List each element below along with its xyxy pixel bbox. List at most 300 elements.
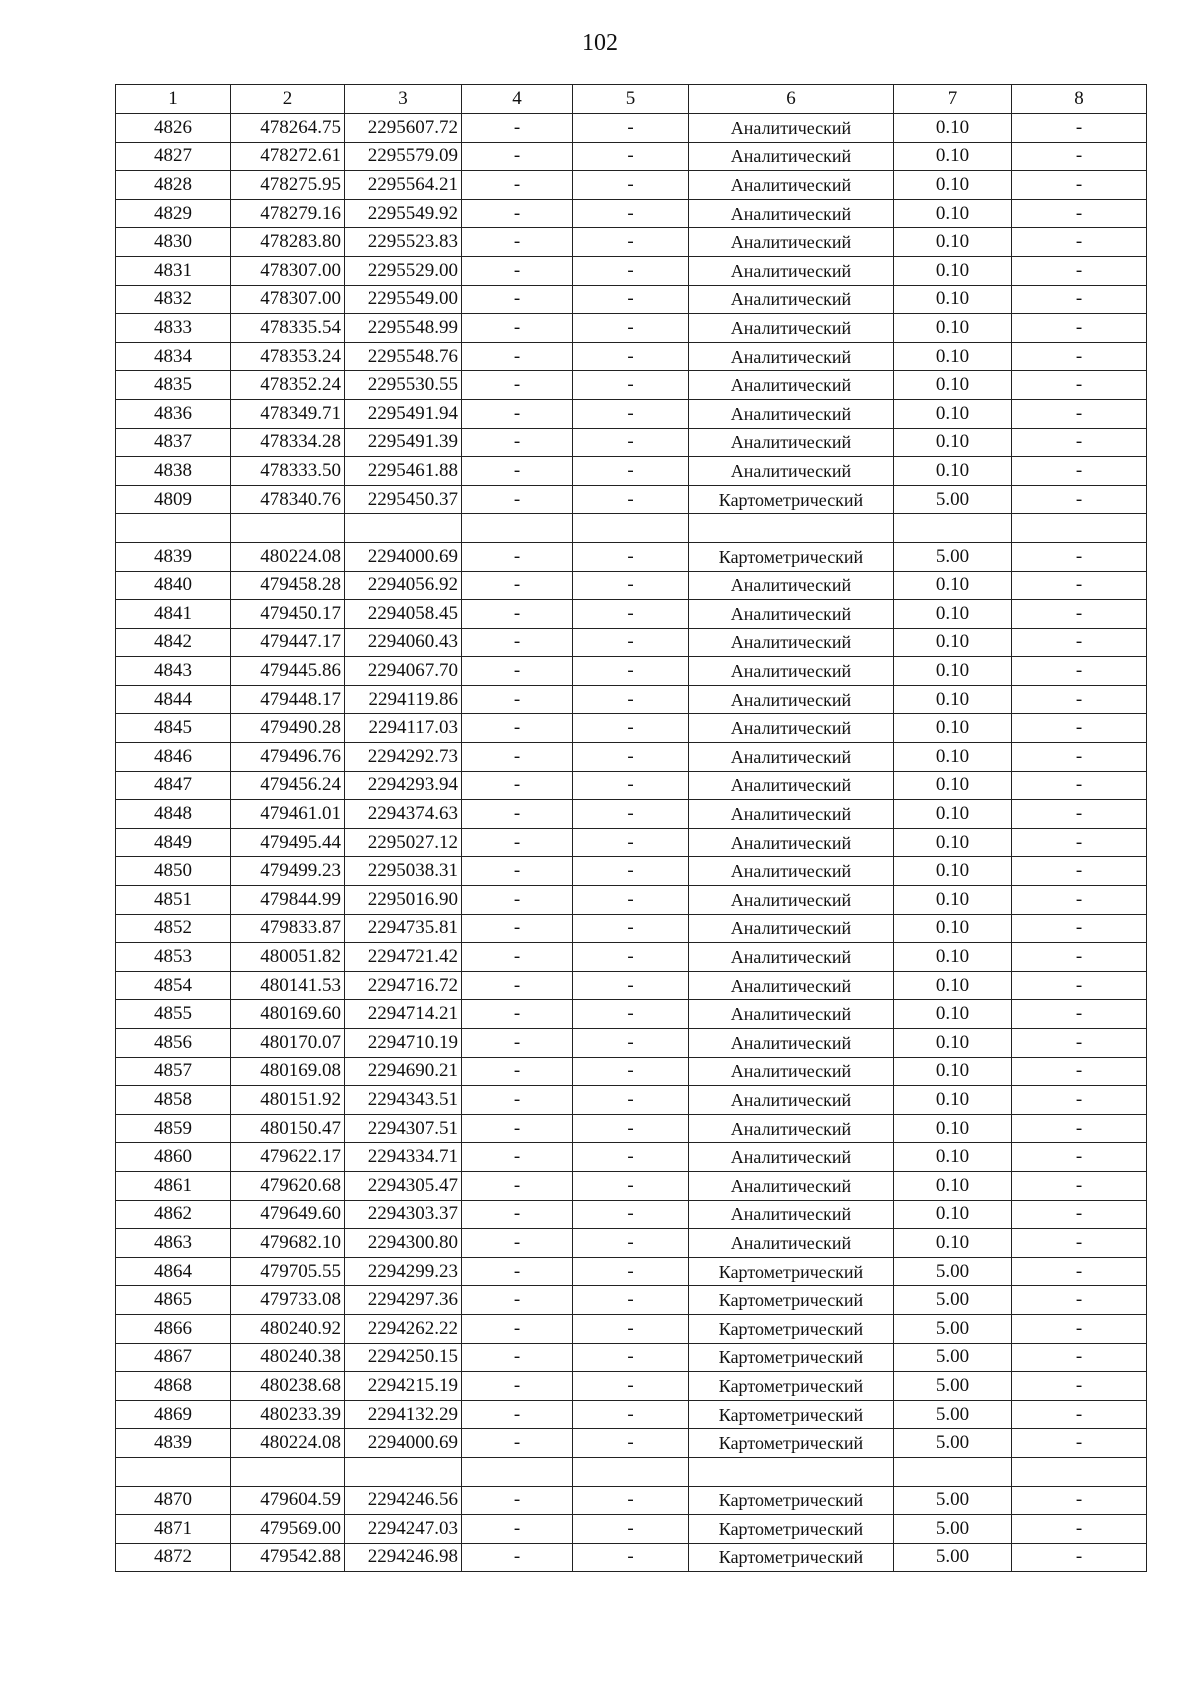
accuracy-cell: 0.10: [894, 171, 1012, 200]
col4-value-cell: -: [462, 657, 573, 686]
column-header-8: 8: [1012, 85, 1147, 114]
method-cell: Картометрический: [689, 485, 894, 514]
method-cell: Аналитический: [689, 1143, 894, 1172]
accuracy-cell: 0.10: [894, 1143, 1012, 1172]
y-coordinate-cell: 2295523.83: [345, 228, 462, 257]
col4-value-cell: -: [462, 314, 573, 343]
accuracy-cell: 0.10: [894, 199, 1012, 228]
col5-value-cell: -: [573, 1143, 689, 1172]
method-cell: Аналитический: [689, 314, 894, 343]
col5-value-cell: -: [573, 1200, 689, 1229]
method-cell: Аналитический: [689, 714, 894, 743]
accuracy-cell: 0.10: [894, 1171, 1012, 1200]
x-coordinate-cell: 480233.39: [231, 1400, 345, 1429]
y-coordinate-cell: 2294300.80: [345, 1229, 462, 1258]
table-row: [116, 399, 1147, 428]
col8-value-cell: -: [1012, 1143, 1147, 1172]
point-number-cell: 4846: [116, 743, 231, 772]
col8-value-cell: -: [1012, 943, 1147, 972]
x-coordinate-cell: 479461.01: [231, 800, 345, 829]
col8-value-cell: -: [1012, 914, 1147, 943]
point-number-cell: [116, 514, 231, 543]
col8-value-cell: -: [1012, 228, 1147, 257]
x-coordinate-cell: 479833.87: [231, 914, 345, 943]
x-coordinate-cell: 480151.92: [231, 1086, 345, 1115]
col8-value-cell: -: [1012, 1257, 1147, 1286]
table-row: [116, 1229, 1147, 1258]
table-row: [116, 743, 1147, 772]
point-number-cell: 4855: [116, 1000, 231, 1029]
separator-row: [116, 514, 1147, 543]
table-row: [116, 685, 1147, 714]
method-cell: Картометрический: [689, 1400, 894, 1429]
x-coordinate-cell: 478333.50: [231, 457, 345, 486]
y-coordinate-cell: 2294303.37: [345, 1200, 462, 1229]
method-cell: Аналитический: [689, 1086, 894, 1115]
y-coordinate-cell: 2294714.21: [345, 1000, 462, 1029]
col5-value-cell: -: [573, 1400, 689, 1429]
x-coordinate-cell: 479495.44: [231, 828, 345, 857]
accuracy-cell: 0.10: [894, 743, 1012, 772]
col4-value-cell: -: [462, 1429, 573, 1458]
accuracy-cell: 0.10: [894, 114, 1012, 143]
col8-value-cell: -: [1012, 428, 1147, 457]
method-cell: Аналитический: [689, 571, 894, 600]
col5-value-cell: -: [573, 371, 689, 400]
col5-value-cell: -: [573, 771, 689, 800]
col4-value-cell: -: [462, 1029, 573, 1058]
col8-value-cell: -: [1012, 1343, 1147, 1372]
point-number-cell: 4828: [116, 171, 231, 200]
method-cell: Картометрический: [689, 1314, 894, 1343]
table-row: [116, 628, 1147, 657]
col5-value-cell: -: [573, 1372, 689, 1401]
method-cell: Аналитический: [689, 1000, 894, 1029]
table-row: [116, 256, 1147, 285]
col5-value-cell: -: [573, 628, 689, 657]
y-coordinate-cell: 2295579.09: [345, 142, 462, 171]
separator-row: [116, 1457, 1147, 1486]
col5-value-cell: -: [573, 1543, 689, 1572]
method-cell: Аналитический: [689, 1057, 894, 1086]
y-coordinate-cell: 2295607.72: [345, 114, 462, 143]
col8-value-cell: -: [1012, 171, 1147, 200]
coordinates-table: [115, 84, 1147, 1572]
accuracy-cell: 5.00: [894, 1400, 1012, 1429]
accuracy-cell: 0.10: [894, 628, 1012, 657]
col4-value-cell: -: [462, 1343, 573, 1372]
x-coordinate-cell: 479447.17: [231, 628, 345, 657]
accuracy-cell: 0.10: [894, 571, 1012, 600]
x-coordinate-cell: 479456.24: [231, 771, 345, 800]
method-cell: Аналитический: [689, 1114, 894, 1143]
table-row: [116, 1029, 1147, 1058]
y-coordinate-cell: 2295038.31: [345, 857, 462, 886]
col5-value-cell: -: [573, 1486, 689, 1515]
accuracy-cell: 5.00: [894, 1515, 1012, 1544]
col5-value-cell: -: [573, 428, 689, 457]
accuracy-cell: 5.00: [894, 1257, 1012, 1286]
method-cell: Аналитический: [689, 628, 894, 657]
method-cell: Аналитический: [689, 1200, 894, 1229]
method-cell: Аналитический: [689, 943, 894, 972]
method-cell: Аналитический: [689, 1171, 894, 1200]
col8-value-cell: -: [1012, 685, 1147, 714]
accuracy-cell: 5.00: [894, 1486, 1012, 1515]
col4-value-cell: -: [462, 1086, 573, 1115]
accuracy-cell: 0.10: [894, 886, 1012, 915]
table-row: [116, 1086, 1147, 1115]
table-row: [116, 199, 1147, 228]
x-coordinate-cell: 480150.47: [231, 1114, 345, 1143]
col8-value-cell: -: [1012, 1400, 1147, 1429]
col5-value-cell: -: [573, 571, 689, 600]
table-row: [116, 1257, 1147, 1286]
col5-value-cell: -: [573, 199, 689, 228]
x-coordinate-cell: 479445.86: [231, 657, 345, 686]
col8-value-cell: -: [1012, 1486, 1147, 1515]
point-number-cell: 4840: [116, 571, 231, 600]
col8-value-cell: -: [1012, 1286, 1147, 1315]
point-number-cell: 4857: [116, 1057, 231, 1086]
col8-value-cell: -: [1012, 399, 1147, 428]
point-number-cell: 4842: [116, 628, 231, 657]
col5-value-cell: -: [573, 485, 689, 514]
y-coordinate-cell: 2294247.03: [345, 1515, 462, 1544]
method-cell: Аналитический: [689, 800, 894, 829]
method-cell: Аналитический: [689, 657, 894, 686]
y-coordinate-cell: 2294058.45: [345, 600, 462, 629]
col5-value-cell: -: [573, 457, 689, 486]
table-row: [116, 771, 1147, 800]
point-number-cell: 4861: [116, 1171, 231, 1200]
col8-value-cell: -: [1012, 1229, 1147, 1258]
table-row: [116, 114, 1147, 143]
col8-value-cell: -: [1012, 371, 1147, 400]
y-coordinate-cell: 2294292.73: [345, 743, 462, 772]
method-cell: [689, 1457, 894, 1486]
y-coordinate-cell: [345, 514, 462, 543]
x-coordinate-cell: 479490.28: [231, 714, 345, 743]
col8-value-cell: -: [1012, 1314, 1147, 1343]
y-coordinate-cell: 2295461.88: [345, 457, 462, 486]
point-number-cell: 4865: [116, 1286, 231, 1315]
x-coordinate-cell: 479499.23: [231, 857, 345, 886]
col5-value-cell: -: [573, 228, 689, 257]
col4-value-cell: [462, 514, 573, 543]
accuracy-cell: 0.10: [894, 857, 1012, 886]
x-coordinate-cell: 478279.16: [231, 199, 345, 228]
y-coordinate-cell: 2294690.21: [345, 1057, 462, 1086]
y-coordinate-cell: 2295549.00: [345, 285, 462, 314]
col4-value-cell: -: [462, 628, 573, 657]
x-coordinate-cell: 479733.08: [231, 1286, 345, 1315]
col5-value-cell: -: [573, 1314, 689, 1343]
point-number-cell: 4839: [116, 542, 231, 571]
method-cell: Аналитический: [689, 600, 894, 629]
col8-value-cell: -: [1012, 714, 1147, 743]
table-row: [116, 428, 1147, 457]
accuracy-cell: 0.10: [894, 714, 1012, 743]
method-cell: Аналитический: [689, 114, 894, 143]
y-coordinate-cell: 2295549.92: [345, 199, 462, 228]
accuracy-cell: 5.00: [894, 1429, 1012, 1458]
col8-value-cell: -: [1012, 743, 1147, 772]
table-row: [116, 600, 1147, 629]
col4-value-cell: -: [462, 114, 573, 143]
col8-value-cell: -: [1012, 571, 1147, 600]
col8-value-cell: -: [1012, 657, 1147, 686]
method-cell: Картометрический: [689, 1515, 894, 1544]
point-number-cell: 4863: [116, 1229, 231, 1258]
method-cell: Аналитический: [689, 399, 894, 428]
col5-value-cell: -: [573, 1171, 689, 1200]
accuracy-cell: 5.00: [894, 485, 1012, 514]
point-number-cell: 4860: [116, 1143, 231, 1172]
point-number-cell: 4872: [116, 1543, 231, 1572]
col5-value-cell: [573, 514, 689, 543]
y-coordinate-cell: 2294334.71: [345, 1143, 462, 1172]
col5-value-cell: -: [573, 943, 689, 972]
col4-value-cell: -: [462, 743, 573, 772]
point-number-cell: 4836: [116, 399, 231, 428]
x-coordinate-cell: 478352.24: [231, 371, 345, 400]
point-number-cell: 4853: [116, 943, 231, 972]
col5-value-cell: -: [573, 714, 689, 743]
point-number-cell: 4835: [116, 371, 231, 400]
col5-value-cell: -: [573, 1229, 689, 1258]
accuracy-cell: 0.10: [894, 342, 1012, 371]
x-coordinate-cell: 480224.08: [231, 1429, 345, 1458]
table-row: [116, 1114, 1147, 1143]
x-coordinate-cell: 478334.28: [231, 428, 345, 457]
point-number-cell: 4856: [116, 1029, 231, 1058]
col5-value-cell: -: [573, 685, 689, 714]
accuracy-cell: 0.10: [894, 256, 1012, 285]
col8-value-cell: -: [1012, 314, 1147, 343]
x-coordinate-cell: 480169.08: [231, 1057, 345, 1086]
y-coordinate-cell: 2294721.42: [345, 943, 462, 972]
col8-value-cell: -: [1012, 1057, 1147, 1086]
table-row: [116, 714, 1147, 743]
accuracy-cell: 5.00: [894, 1343, 1012, 1372]
point-number-cell: 4829: [116, 199, 231, 228]
table-row: [116, 1314, 1147, 1343]
col5-value-cell: -: [573, 1515, 689, 1544]
x-coordinate-cell: 478335.54: [231, 314, 345, 343]
point-number-cell: 4837: [116, 428, 231, 457]
method-cell: Аналитический: [689, 886, 894, 915]
point-number-cell: 4833: [116, 314, 231, 343]
x-coordinate-cell: [231, 514, 345, 543]
method-cell: Аналитический: [689, 971, 894, 1000]
point-number-cell: 4827: [116, 142, 231, 171]
col4-value-cell: -: [462, 1543, 573, 1572]
accuracy-cell: 0.10: [894, 314, 1012, 343]
method-cell: Аналитический: [689, 857, 894, 886]
col4-value-cell: -: [462, 399, 573, 428]
accuracy-cell: 0.10: [894, 285, 1012, 314]
x-coordinate-cell: 479622.17: [231, 1143, 345, 1172]
accuracy-cell: 0.10: [894, 800, 1012, 829]
col4-value-cell: -: [462, 1000, 573, 1029]
x-coordinate-cell: 480169.60: [231, 1000, 345, 1029]
method-cell: Картометрический: [689, 1429, 894, 1458]
col5-value-cell: -: [573, 1029, 689, 1058]
y-coordinate-cell: 2294735.81: [345, 914, 462, 943]
col8-value-cell: -: [1012, 1200, 1147, 1229]
col4-value-cell: -: [462, 1286, 573, 1315]
x-coordinate-cell: 479458.28: [231, 571, 345, 600]
method-cell: Аналитический: [689, 685, 894, 714]
method-cell: Аналитический: [689, 171, 894, 200]
y-coordinate-cell: 2295529.00: [345, 256, 462, 285]
col4-value-cell: -: [462, 800, 573, 829]
col5-value-cell: -: [573, 314, 689, 343]
point-number-cell: 4852: [116, 914, 231, 943]
y-coordinate-cell: 2294293.94: [345, 771, 462, 800]
x-coordinate-cell: 479705.55: [231, 1257, 345, 1286]
col5-value-cell: -: [573, 1000, 689, 1029]
col4-value-cell: -: [462, 1314, 573, 1343]
y-coordinate-cell: 2294060.43: [345, 628, 462, 657]
col8-value-cell: -: [1012, 1543, 1147, 1572]
col8-value-cell: -: [1012, 1515, 1147, 1544]
x-coordinate-cell: 480240.92: [231, 1314, 345, 1343]
method-cell: Аналитический: [689, 228, 894, 257]
method-cell: Аналитический: [689, 256, 894, 285]
col8-value-cell: -: [1012, 1086, 1147, 1115]
col8-value-cell: -: [1012, 457, 1147, 486]
col8-value-cell: -: [1012, 256, 1147, 285]
col5-value-cell: -: [573, 743, 689, 772]
table-row: [116, 542, 1147, 571]
table-row: [116, 1343, 1147, 1372]
x-coordinate-cell: 478283.80: [231, 228, 345, 257]
col4-value-cell: -: [462, 1171, 573, 1200]
col8-value-cell: -: [1012, 971, 1147, 1000]
table-row: [116, 886, 1147, 915]
accuracy-cell: 0.10: [894, 228, 1012, 257]
point-number-cell: 4849: [116, 828, 231, 857]
point-number-cell: 4841: [116, 600, 231, 629]
accuracy-cell: 0.10: [894, 943, 1012, 972]
accuracy-cell: 5.00: [894, 1543, 1012, 1572]
col4-value-cell: -: [462, 428, 573, 457]
table-row: [116, 228, 1147, 257]
method-cell: Картометрический: [689, 1543, 894, 1572]
table-row: [116, 657, 1147, 686]
col4-value-cell: -: [462, 228, 573, 257]
x-coordinate-cell: 480141.53: [231, 971, 345, 1000]
col8-value-cell: -: [1012, 828, 1147, 857]
table-row: [116, 1486, 1147, 1515]
col5-value-cell: -: [573, 800, 689, 829]
table-row: [116, 314, 1147, 343]
accuracy-cell: 0.10: [894, 371, 1012, 400]
table-row: [116, 971, 1147, 1000]
x-coordinate-cell: 478353.24: [231, 342, 345, 371]
method-cell: Аналитический: [689, 142, 894, 171]
point-number-cell: 4858: [116, 1086, 231, 1115]
point-number-cell: [116, 1457, 231, 1486]
x-coordinate-cell: 478307.00: [231, 256, 345, 285]
point-number-cell: 4854: [116, 971, 231, 1000]
col4-value-cell: -: [462, 485, 573, 514]
point-number-cell: 4834: [116, 342, 231, 371]
point-number-cell: 4871: [116, 1515, 231, 1544]
col5-value-cell: -: [573, 142, 689, 171]
col4-value-cell: -: [462, 1229, 573, 1258]
method-cell: Картометрический: [689, 1486, 894, 1515]
column-header-2: 2: [231, 85, 345, 114]
column-header-7: 7: [894, 85, 1012, 114]
col8-value-cell: -: [1012, 199, 1147, 228]
accuracy-cell: 0.10: [894, 1000, 1012, 1029]
accuracy-cell: 0.10: [894, 457, 1012, 486]
page-number: 102: [582, 30, 618, 56]
method-cell: Картометрический: [689, 1372, 894, 1401]
accuracy-cell: 0.10: [894, 428, 1012, 457]
table-row: [116, 1057, 1147, 1086]
table-row: [116, 1143, 1147, 1172]
col5-value-cell: -: [573, 542, 689, 571]
col5-value-cell: -: [573, 1429, 689, 1458]
method-cell: Аналитический: [689, 828, 894, 857]
y-coordinate-cell: 2294132.29: [345, 1400, 462, 1429]
x-coordinate-cell: 480051.82: [231, 943, 345, 972]
y-coordinate-cell: 2295016.90: [345, 886, 462, 915]
x-coordinate-cell: 478275.95: [231, 171, 345, 200]
y-coordinate-cell: 2294000.69: [345, 1429, 462, 1458]
x-coordinate-cell: [231, 1457, 345, 1486]
x-coordinate-cell: 480224.08: [231, 542, 345, 571]
point-number-cell: 4869: [116, 1400, 231, 1429]
accuracy-cell: 0.10: [894, 1114, 1012, 1143]
x-coordinate-cell: 480170.07: [231, 1029, 345, 1058]
col4-value-cell: -: [462, 771, 573, 800]
column-header-6: 6: [689, 85, 894, 114]
method-cell: Аналитический: [689, 1229, 894, 1258]
accuracy-cell: 0.10: [894, 1200, 1012, 1229]
col4-value-cell: [462, 1457, 573, 1486]
col4-value-cell: -: [462, 1400, 573, 1429]
accuracy-cell: 0.10: [894, 1057, 1012, 1086]
y-coordinate-cell: 2295491.39: [345, 428, 462, 457]
column-header-5: 5: [573, 85, 689, 114]
method-cell: [689, 514, 894, 543]
y-coordinate-cell: 2295450.37: [345, 485, 462, 514]
y-coordinate-cell: 2294246.56: [345, 1486, 462, 1515]
table-row: [116, 1200, 1147, 1229]
x-coordinate-cell: 479649.60: [231, 1200, 345, 1229]
table-row: [116, 1000, 1147, 1029]
col4-value-cell: -: [462, 1486, 573, 1515]
y-coordinate-cell: 2295548.76: [345, 342, 462, 371]
col5-value-cell: -: [573, 971, 689, 1000]
x-coordinate-cell: 479620.68: [231, 1171, 345, 1200]
col4-value-cell: -: [462, 542, 573, 571]
col5-value-cell: -: [573, 857, 689, 886]
method-cell: Аналитический: [689, 428, 894, 457]
accuracy-cell: 0.10: [894, 657, 1012, 686]
y-coordinate-cell: 2294710.19: [345, 1029, 462, 1058]
x-coordinate-cell: 479496.76: [231, 743, 345, 772]
point-number-cell: 4851: [116, 886, 231, 915]
col5-value-cell: -: [573, 828, 689, 857]
col4-value-cell: -: [462, 857, 573, 886]
col8-value-cell: -: [1012, 1000, 1147, 1029]
